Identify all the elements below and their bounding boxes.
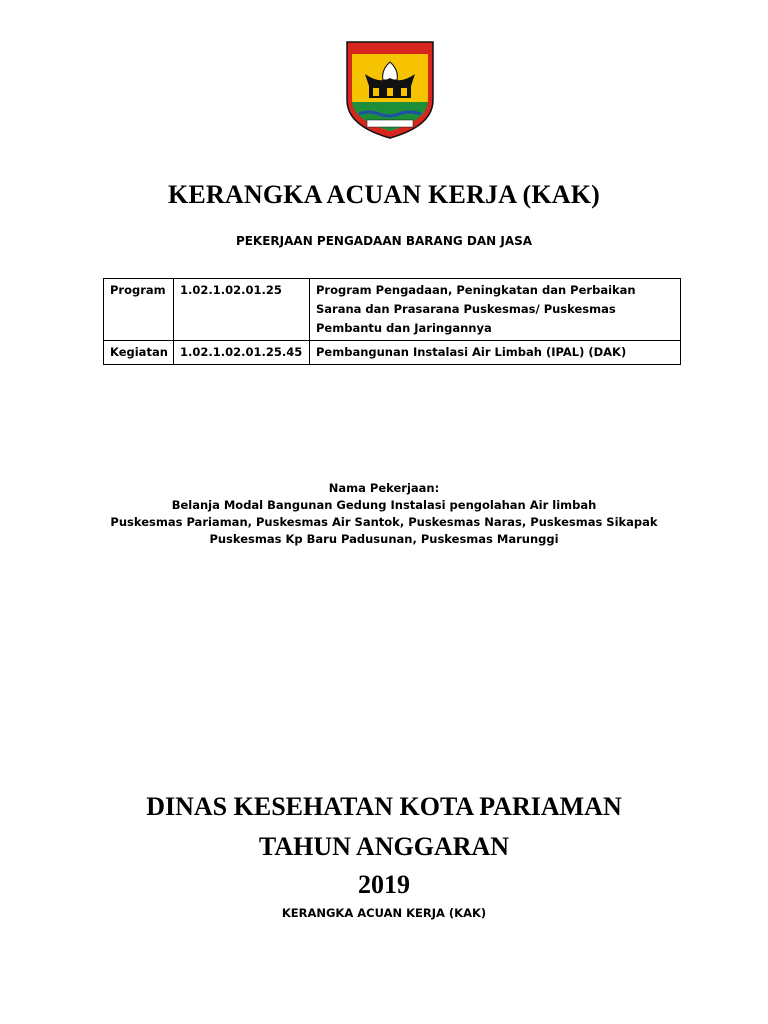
row-code: 1.02.1.02.01.25 <box>174 279 310 341</box>
job-line: Belanja Modal Bangunan Gedung Instalasi pengolahan Air limbah <box>171 498 597 512</box>
job-name-block <box>0 480 768 548</box>
row-description: Program Pengadaan, Peningkatan dan Perbaikan Sarana dan Prasarana Puskesmas/ Puskesmas Pembantu dan Jaringannya <box>310 279 681 341</box>
document-subtitle: PEKERJAAN PENGADAAN BARANG DAN JASA <box>235 234 533 248</box>
table-row <box>104 279 681 341</box>
row-label: Program <box>104 279 174 341</box>
job-line: Puskesmas Pariaman, Puskesmas Air Santok, Puskesmas Naras, Puskesmas Sikapak <box>110 515 658 529</box>
table-row <box>104 341 681 365</box>
crest-icon <box>345 40 435 140</box>
kota-pariaman-logo <box>345 40 435 140</box>
row-label: Kegiatan <box>104 341 174 365</box>
job-line: Puskesmas Kp Baru Padusunan, Puskesmas Marunggi <box>209 532 559 546</box>
agency-name: DINAS KESEHATAN KOTA PARIAMAN <box>146 792 622 821</box>
document-title: KERANGKA ACUAN KERJA (KAK) <box>167 180 601 209</box>
budget-year: 2019 <box>358 870 410 899</box>
program-info-table <box>103 278 681 365</box>
row-description: Pembangunan Instalasi Air Limbah (IPAL) (DAK) <box>310 341 681 365</box>
job-heading: Nama Pekerjaan: <box>328 481 440 495</box>
budget-year-label: TAHUN ANGGARAN <box>258 832 510 861</box>
footer-title: KERANGKA ACUAN KERJA (KAK) <box>281 906 487 920</box>
row-code: 1.02.1.02.01.25.45 <box>174 341 310 365</box>
